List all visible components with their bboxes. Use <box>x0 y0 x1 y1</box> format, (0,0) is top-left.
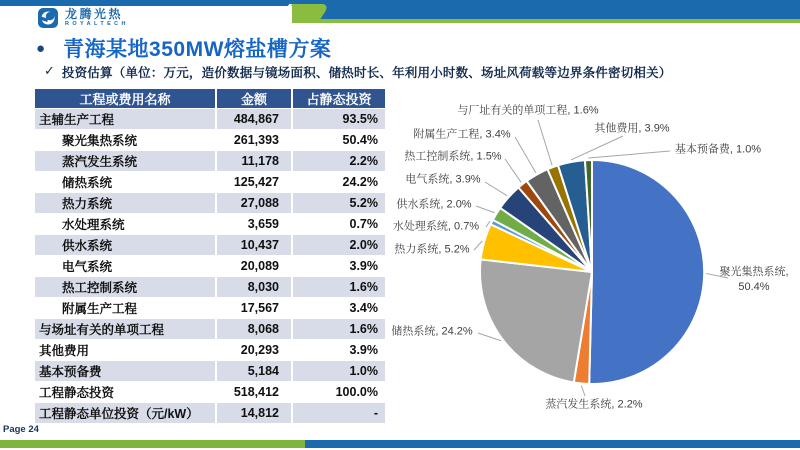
pie-leader-line <box>505 159 521 183</box>
col-header-name: 工程或费用名称 <box>35 89 215 108</box>
page-title: 青海某地350MW熔盐槽方案 <box>63 38 332 61</box>
row-pct-cell: 3.9% <box>293 256 385 276</box>
row-amount-cell: 20,293 <box>217 340 291 360</box>
row-pct-cell: 24.2% <box>293 172 385 192</box>
row-amount-cell: 11,178 <box>217 151 291 171</box>
row-name-cell: 其他费用 <box>35 340 215 360</box>
checkmark-icon: ✓ <box>44 63 55 78</box>
row-name-cell: 工程静态投资 <box>35 382 215 402</box>
table-row <box>35 214 385 234</box>
row-pct-cell: 5.2% <box>293 193 385 213</box>
investment-pie-chart <box>388 90 800 448</box>
row-pct-cell: 2.2% <box>293 151 385 171</box>
logo-text <box>65 8 129 28</box>
pie-leader-line <box>515 137 536 173</box>
row-name-cell: 热力系统 <box>35 193 215 213</box>
pie-label: 供水系统, 2.0% <box>396 198 472 211</box>
pie-leader-line <box>478 333 501 341</box>
row-name-cell: 与场址有关的单项工程 <box>35 319 215 339</box>
pie-label: 储热系统, 24.2% <box>391 325 473 338</box>
subtitle-row <box>44 63 672 81</box>
pie-label: 蒸汽发生系统, 2.2% <box>545 398 643 411</box>
table-row <box>35 382 385 402</box>
pie-label: 热工控制系统, 1.5% <box>404 150 502 163</box>
row-amount-cell: 14,812 <box>217 403 291 423</box>
table-row <box>35 130 385 150</box>
pie-leader-line <box>485 182 507 196</box>
row-pct-cell: 50.4% <box>293 130 385 150</box>
row-pct-cell: 0.7% <box>293 214 385 234</box>
title-row <box>36 33 331 63</box>
table-row <box>35 319 385 339</box>
row-pct-cell: 93.5% <box>293 109 385 129</box>
pie-label: 基本预备费, 1.0% <box>674 143 762 156</box>
pie-leader-line <box>474 241 482 250</box>
row-name-cell: 电气系统 <box>35 256 215 276</box>
col-header-pct: 占静态投资 <box>293 89 385 108</box>
title-bullet-icon: ● <box>36 39 46 57</box>
page-number: Page 24 <box>3 424 39 435</box>
row-name-cell: 蒸汽发生系统 <box>35 151 215 171</box>
row-name-cell: 基本预备费 <box>35 361 215 381</box>
row-amount-cell: 261,393 <box>217 130 291 150</box>
row-amount-cell: 518,412 <box>217 382 291 402</box>
pie-slice <box>589 160 704 384</box>
col-header-amount: 金额 <box>217 89 291 108</box>
row-name-cell: 聚光集热系统 <box>35 130 215 150</box>
pie-label: 热力系统, 5.2% <box>394 243 470 256</box>
table-header-row <box>35 89 385 108</box>
row-amount-cell: 484,867 <box>217 109 291 129</box>
table-row <box>35 193 385 213</box>
pie-label: 附属生产工程, 3.4% <box>413 128 511 141</box>
row-amount-cell: 20,089 <box>217 256 291 276</box>
row-name-cell: 水处理系统 <box>35 214 215 234</box>
table-row <box>35 277 385 297</box>
row-pct-cell: 1.0% <box>293 361 385 381</box>
row-amount-cell: 3,659 <box>217 214 291 234</box>
pie-leader-line <box>538 120 552 165</box>
row-amount-cell: 125,427 <box>217 172 291 192</box>
table-row <box>35 109 385 129</box>
row-name-cell: 储热系统 <box>35 172 215 192</box>
row-name-cell: 工程静态单位投资（元/kW） <box>35 403 215 423</box>
row-name-cell: 附属生产工程 <box>35 298 215 318</box>
pie-label: 其他费用, 3.9% <box>594 122 670 135</box>
row-amount-cell: 17,567 <box>217 298 291 318</box>
pie-leader-line <box>571 136 623 160</box>
pie-label: 与厂址有关的单项工程, 1.6% <box>457 104 599 117</box>
table-row <box>35 403 385 423</box>
pie-label: 电气系统, 3.9% <box>405 173 481 186</box>
row-amount-cell: 8,030 <box>217 277 291 297</box>
footer-green-bar <box>0 440 305 448</box>
pie-leader-line <box>588 151 670 158</box>
subtitle-text: 投资估算（单位：万元，造价数据与镜场面积、储热时长、年利用小时数、场址风荷载等边界条件密切相关） <box>61 66 672 80</box>
row-name-cell: 热工控制系统 <box>35 277 215 297</box>
logo-name-en: ROYALTECH <box>65 21 129 28</box>
table-row <box>35 235 385 255</box>
table-row <box>35 361 385 381</box>
pie-leader-line <box>581 385 585 396</box>
table-row <box>35 256 385 276</box>
pie-slice <box>480 259 592 382</box>
royaltech-logo-icon <box>38 8 58 28</box>
row-pct-cell: 1.6% <box>293 277 385 297</box>
row-pct-cell: - <box>293 403 385 423</box>
row-name-cell: 供水系统 <box>35 235 215 255</box>
pie-label: 水处理系统, 0.7% <box>392 220 480 233</box>
table-row <box>35 298 385 318</box>
pie-leader-line <box>476 206 495 213</box>
row-pct-cell: 2.0% <box>293 235 385 255</box>
row-amount-cell: 27,088 <box>217 193 291 213</box>
logo-name-cn: 龙腾光热 <box>65 7 124 22</box>
row-pct-cell: 100.0% <box>293 382 385 402</box>
table-row <box>35 172 385 192</box>
header-green-line <box>296 19 800 23</box>
row-amount-cell: 8,068 <box>217 319 291 339</box>
pie-label: 聚光集热系统, 50.4% <box>719 266 789 293</box>
logo-plate <box>0 6 292 30</box>
row-pct-cell: 1.6% <box>293 319 385 339</box>
row-pct-cell: 3.9% <box>293 340 385 360</box>
row-amount-cell: 5,184 <box>217 361 291 381</box>
row-pct-cell: 3.4% <box>293 298 385 318</box>
table-row <box>35 151 385 171</box>
table-row <box>35 340 385 360</box>
row-amount-cell: 10,437 <box>217 235 291 255</box>
row-name-cell: 主辅生产工程 <box>35 109 215 129</box>
investment-cost-table <box>33 88 387 424</box>
cost-table-body <box>35 109 385 423</box>
